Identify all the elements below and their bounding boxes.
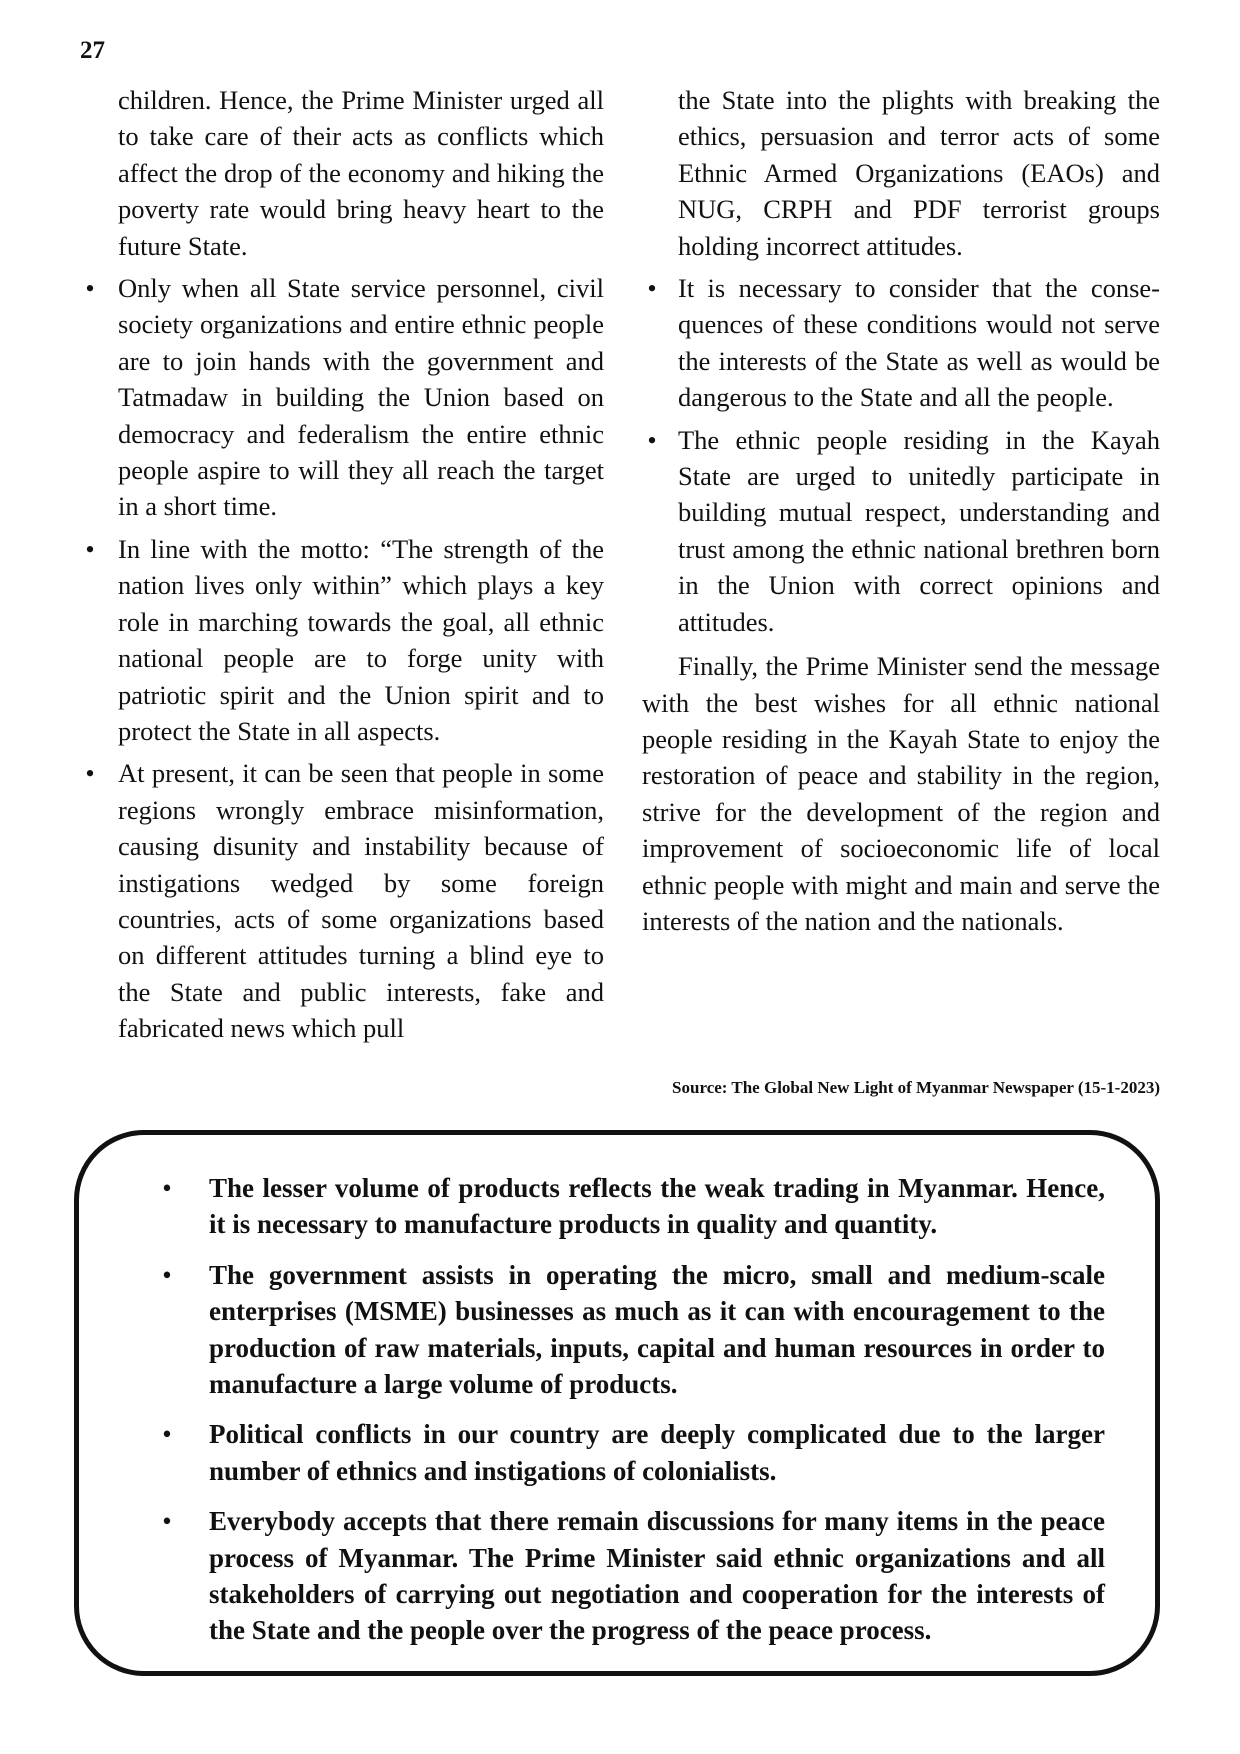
summary-item bbox=[143, 1416, 1105, 1489]
list-item-text: At present, it can be seen that people in some regions wrongly embrace misinformation, causing disunity and instability because of instigations wedged by some foreign countries, acts of some organizations based on different attitudes turning a blind eye to the State and public interests, fake and fabricated news which pull bbox=[118, 758, 604, 1044]
bullet-icon: • bbox=[85, 758, 95, 789]
continued-bullet-text: the State into the plights with breaking the ethics, persuasion and terror acts of some Ethnic Armed Organizations (EAOs) and NUG, CRPH and PDF terrorist groups holding incorrect attitudes. bbox=[678, 85, 1160, 261]
left-bullet-list bbox=[85, 270, 604, 1047]
summary-box bbox=[74, 1130, 1160, 1676]
summary-item-text: The lesser volume of products reflects the weak trading in Myanmar. Hence, it is necessary to manufacture products in quality and quantity. bbox=[209, 1173, 1105, 1240]
list-item-text: In line with the motto: “The strength of the nation lives only within” which plays a key role in marching towards the goal, all ethnic national people are to forge unity with patriotic spirit and the Union spirit and to protect the State in all aspects. bbox=[118, 533, 604, 746]
bullet-icon: • bbox=[85, 533, 95, 564]
bullet-icon: • bbox=[162, 1259, 172, 1290]
source-credit: Source: The Global New Light of Myanmar Newspaper (15-1-2023) bbox=[672, 1078, 1160, 1097]
list-item bbox=[85, 531, 604, 749]
left-column bbox=[85, 82, 604, 1047]
bullet-icon: • bbox=[162, 1506, 172, 1537]
summary-item-text: Political conflicts in our country are deeply complicated due to the larger number of ethnics and instigations of colonialists. bbox=[209, 1419, 1105, 1486]
bullet-icon: • bbox=[647, 424, 657, 455]
list-item bbox=[642, 422, 1160, 640]
right-column bbox=[642, 82, 1160, 939]
page-number: 27 bbox=[80, 37, 105, 64]
summary-list bbox=[143, 1170, 1105, 1663]
bullet-icon: • bbox=[647, 273, 657, 304]
summary-item bbox=[143, 1170, 1105, 1243]
list-item-text: The ethnic people residing in the Kayah State are urged to unitedly participate in building mutual respect, understanding and trust among the ethnic national brethren born in the Union with correct opinions and attitudes. bbox=[678, 424, 1160, 637]
list-item-text: It is necessary to consider that the consequences of these conditions would not serve the interests of the State as well as would be dangerous to the State and all the people. bbox=[678, 273, 1160, 413]
bullet-icon: • bbox=[162, 1419, 172, 1450]
right-bullet-list bbox=[642, 270, 1160, 640]
list-item bbox=[642, 270, 1160, 416]
closing-paragraph: Finally, the Prime Minister send the message with the best wishes for all ethnic national people residing in the Kayah State to enjoy the restoration of peace and stability in the region, strive for the development of the region and improvement of socioeconomic life of local ethnic people with might and main and serve the interests of the nation and the nationals. bbox=[642, 651, 1160, 936]
list-item bbox=[85, 270, 604, 525]
bullet-icon: • bbox=[85, 273, 95, 304]
summary-item-text: Everybody accepts that there remain discussions for many items in the peace process of Myanmar. The Prime Minister said ethnic organizations and all stakeholders of carrying out negotiation and cooperation for the interests of the State and the people over the progress of the peace process. bbox=[209, 1506, 1105, 1646]
summary-item-text: The government assists in operating the micro, small and medium-scale enterprises (MSME) businesses as much as it can with encouragement to the production of raw materials, inputs, capital and human resources in order to manufacture a large volume of products. bbox=[209, 1259, 1105, 1400]
summary-item bbox=[143, 1257, 1105, 1403]
continued-paragraph: children. Hence, the Prime Minister urged all to take care of their acts as conflicts which affect the drop of the economy and hiking the poverty rate would bring heavy heart to the future State. bbox=[118, 85, 604, 261]
list-item-text: Only when all State service personnel, civil society organizations and entire ethnic people are to join hands with the government and Tatmadaw in building the Union based on democracy and federalism the entire ethnic people aspire to will they all reach the target in a short time. bbox=[118, 273, 604, 522]
summary-item bbox=[143, 1503, 1105, 1649]
list-item bbox=[85, 755, 604, 1046]
bullet-icon: • bbox=[162, 1173, 172, 1203]
